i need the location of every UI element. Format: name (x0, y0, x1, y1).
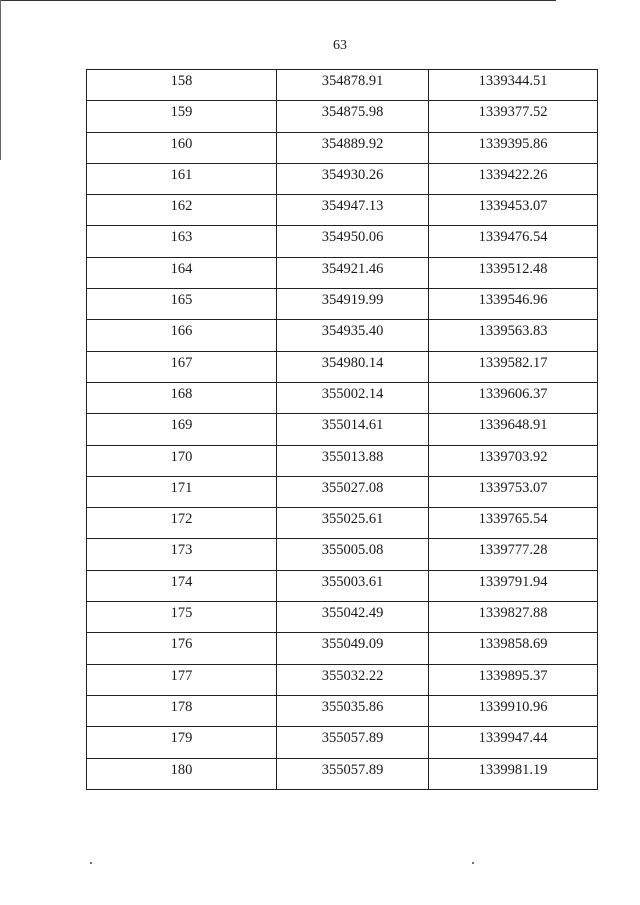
point-number-cell: 165 (87, 289, 277, 320)
point-number-cell: 174 (87, 570, 277, 601)
y-coordinate-cell: 1339395.86 (429, 132, 598, 163)
table-row (87, 758, 598, 789)
x-coordinate-cell: 355005.08 (277, 539, 429, 570)
x-coordinate-cell: 354935.40 (277, 320, 429, 351)
x-coordinate-cell: 355025.61 (277, 508, 429, 539)
point-number-cell: 168 (87, 382, 277, 413)
point-number-cell: 162 (87, 195, 277, 226)
x-coordinate-cell: 354875.98 (277, 101, 429, 132)
point-number-cell: 167 (87, 351, 277, 382)
table-row (87, 414, 598, 445)
point-number-cell: 172 (87, 508, 277, 539)
x-coordinate-cell: 354878.91 (277, 70, 429, 101)
table-row (87, 226, 598, 257)
table-row (87, 508, 598, 539)
point-number-cell: 166 (87, 320, 277, 351)
table-row (87, 633, 598, 664)
table-row (87, 570, 598, 601)
table-row (87, 476, 598, 507)
x-coordinate-cell: 354921.46 (277, 257, 429, 288)
x-coordinate-cell: 354919.99 (277, 289, 429, 320)
y-coordinate-cell: 1339648.91 (429, 414, 598, 445)
y-coordinate-cell: 1339895.37 (429, 664, 598, 695)
scan-edge-top-line (0, 0, 556, 1)
x-coordinate-cell: 355003.61 (277, 570, 429, 601)
x-coordinate-cell: 355002.14 (277, 382, 429, 413)
x-coordinate-cell: 355032.22 (277, 664, 429, 695)
x-coordinate-cell: 354889.92 (277, 132, 429, 163)
point-number-cell: 169 (87, 414, 277, 445)
point-number-cell: 177 (87, 664, 277, 695)
point-number-cell: 170 (87, 445, 277, 476)
point-number-cell: 180 (87, 758, 277, 789)
table-row (87, 727, 598, 758)
x-coordinate-cell: 355027.08 (277, 476, 429, 507)
y-coordinate-cell: 1339765.54 (429, 508, 598, 539)
x-coordinate-cell: 355035.86 (277, 695, 429, 726)
y-coordinate-cell: 1339910.96 (429, 695, 598, 726)
y-coordinate-cell: 1339791.94 (429, 570, 598, 601)
table-row (87, 257, 598, 288)
y-coordinate-cell: 1339947.44 (429, 727, 598, 758)
point-number-cell: 163 (87, 226, 277, 257)
y-coordinate-cell: 1339453.07 (429, 195, 598, 226)
table-row (87, 602, 598, 633)
scan-edge-left-line (0, 0, 1, 160)
y-coordinate-cell: 1339858.69 (429, 633, 598, 664)
scan-speck (472, 862, 474, 864)
x-coordinate-cell: 354980.14 (277, 351, 429, 382)
point-number-cell: 158 (87, 70, 277, 101)
y-coordinate-cell: 1339563.83 (429, 320, 598, 351)
y-coordinate-cell: 1339377.52 (429, 101, 598, 132)
point-number-cell: 173 (87, 539, 277, 570)
table-row (87, 195, 598, 226)
point-number-cell: 161 (87, 163, 277, 194)
y-coordinate-cell: 1339582.17 (429, 351, 598, 382)
y-coordinate-cell: 1339512.48 (429, 257, 598, 288)
x-coordinate-cell: 354930.26 (277, 163, 429, 194)
table-row (87, 664, 598, 695)
point-number-cell: 178 (87, 695, 277, 726)
x-coordinate-cell: 355049.09 (277, 633, 429, 664)
scan-speck (90, 862, 92, 864)
table-row (87, 382, 598, 413)
y-coordinate-cell: 1339777.28 (429, 539, 598, 570)
coordinate-table (86, 69, 598, 790)
y-coordinate-cell: 1339606.37 (429, 382, 598, 413)
point-number-cell: 176 (87, 633, 277, 664)
table-row (87, 70, 598, 101)
point-number-cell: 175 (87, 602, 277, 633)
page-number: 63 (333, 38, 347, 53)
table-row (87, 132, 598, 163)
table-row (87, 351, 598, 382)
y-coordinate-cell: 1339703.92 (429, 445, 598, 476)
coordinate-table-body (87, 70, 598, 790)
y-coordinate-cell: 1339476.54 (429, 226, 598, 257)
point-number-cell: 160 (87, 132, 277, 163)
x-coordinate-cell: 355057.89 (277, 727, 429, 758)
table-row (87, 289, 598, 320)
table-row (87, 163, 598, 194)
y-coordinate-cell: 1339753.07 (429, 476, 598, 507)
table-row (87, 539, 598, 570)
y-coordinate-cell: 1339422.26 (429, 163, 598, 194)
x-coordinate-cell: 355014.61 (277, 414, 429, 445)
point-number-cell: 171 (87, 476, 277, 507)
x-coordinate-cell: 354947.13 (277, 195, 429, 226)
table-row (87, 320, 598, 351)
table-row (87, 101, 598, 132)
x-coordinate-cell: 354950.06 (277, 226, 429, 257)
table-row (87, 445, 598, 476)
y-coordinate-cell: 1339546.96 (429, 289, 598, 320)
x-coordinate-cell: 355057.89 (277, 758, 429, 789)
point-number-cell: 179 (87, 727, 277, 758)
y-coordinate-cell: 1339827.88 (429, 602, 598, 633)
y-coordinate-cell: 1339344.51 (429, 70, 598, 101)
table-row (87, 695, 598, 726)
x-coordinate-cell: 355013.88 (277, 445, 429, 476)
point-number-cell: 159 (87, 101, 277, 132)
x-coordinate-cell: 355042.49 (277, 602, 429, 633)
y-coordinate-cell: 1339981.19 (429, 758, 598, 789)
point-number-cell: 164 (87, 257, 277, 288)
